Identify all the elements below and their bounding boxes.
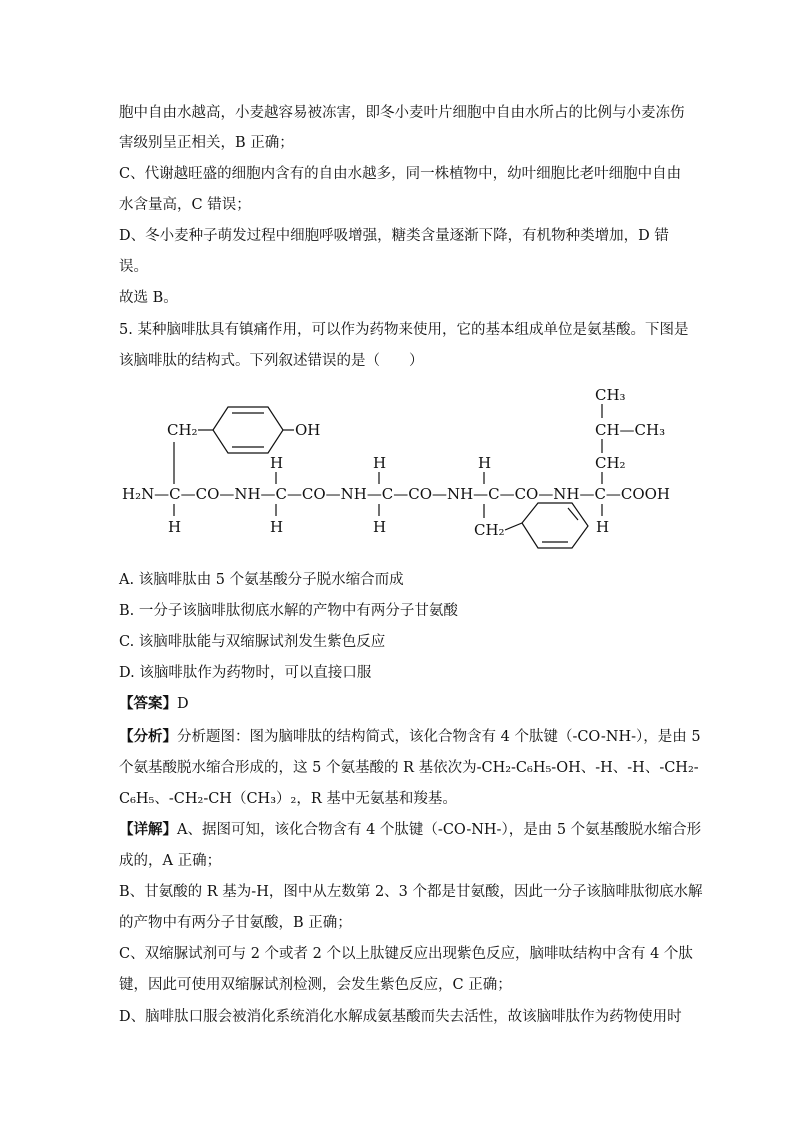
- paragraph-line: C、代谢越旺盛的细胞内含有的自由水越多，同一株植物中，幼叶细胞比老叶细胞中自由: [119, 166, 682, 182]
- paragraph-line: 误。: [119, 259, 148, 275]
- paragraph-line: 故选 B。: [119, 290, 178, 306]
- structure-h-bottom: H: [168, 518, 182, 536]
- answer-value: D: [177, 696, 189, 712]
- analysis-line: 个氨基酸脱水缩合形成的，这 5 个氨基酸的 R 基依次为-CH₂-C₆H₅-OH、-H、-H、-CH₂-: [119, 760, 699, 776]
- enkephalin-structure-diagram: [110, 380, 690, 560]
- option-c: C. 该脑啡肽能与双缩脲试剂发生紫色反应: [119, 634, 386, 650]
- paragraph-line: 水含量高，C 错误；: [119, 197, 251, 213]
- structure-ch2-bottom: CH₂: [474, 521, 505, 539]
- detail-line: 成的，A 正确；: [119, 853, 222, 869]
- benzene-ring-top: [213, 407, 283, 453]
- analysis-line: [119, 727, 701, 747]
- analysis-text: 分析题图：图为脑啡肽的结构简式，该化合物含有 4 个肽键（-CO-NH-），是由 5: [177, 729, 701, 745]
- answer-line: [119, 694, 189, 714]
- structure-h-top: H: [373, 454, 387, 472]
- paragraph-line: 胞中自由水越高，小麦越容易被冻害，即冬小麦叶片细胞中自由水所占的比例与小麦冻伤: [119, 105, 685, 121]
- question-stem: 该脑啡肽的结构式。下列叙述错误的是（ ）: [119, 353, 424, 369]
- detail-line: 键，因此可使用双缩脲试剂检测，会发生紫色反应，C 正确；: [119, 977, 512, 993]
- detail-label: 【详解】: [119, 821, 177, 838]
- option-d: D. 该脑啡肽作为药物时，可以直接口服: [119, 665, 372, 681]
- detail-line: C、双缩脲试剂可与 2 个或者 2 个以上肽键反应出现紫色反应，脑啡呔结构中含有 4 个肽: [119, 946, 693, 962]
- detail-line: D、脑啡肽口服会被消化系统消化水解成氨基酸而失去活性，故该脑啡肽作为药物使用时: [119, 1009, 682, 1025]
- paragraph-line: 害级别呈正相关，B 正确；: [119, 135, 294, 151]
- analysis-label: 【分析】: [119, 728, 177, 745]
- structure-ch-branch: CH—CH₃: [595, 421, 666, 439]
- structure-ch2-right: CH₂: [595, 454, 626, 472]
- structure-backbone: H₂N—C—CO—NH—C—CO—NH—C—CO—NH—C—CO—NH—C—COOH: [122, 485, 670, 503]
- structure-h-top: H: [270, 454, 284, 472]
- structure-ch3-top: CH₃: [595, 386, 626, 404]
- structure-h-bottom: H: [373, 518, 387, 536]
- answer-label: 【答案】: [119, 695, 177, 712]
- detail-text: A、据图可知，该化合物含有 4 个肽键（-CO-NH-），是由 5 个氨基酸脱水缩合形: [177, 822, 702, 838]
- structure-h-top: H: [478, 454, 492, 472]
- detail-line: [119, 820, 701, 840]
- option-a: A. 该脑啡肽由 5 个氨基酸分子脱水缩合而成: [119, 572, 404, 588]
- paragraph-line: D、冬小麦种子萌发过程中细胞呼吸增强，糖类含量逐渐下降，有机物种类增加，D 错: [119, 228, 669, 244]
- bond: [505, 523, 522, 530]
- option-b: B. 一分子该脑啡肽彻底水解的产物中有两分子甘氨酸: [119, 603, 458, 619]
- structure-h-bottom: H: [596, 518, 610, 536]
- benzene-ring-bottom: [522, 503, 588, 548]
- structure-h-bottom: H: [270, 518, 284, 536]
- question-stem: 5. 某种脑啡肽具有镇痛作用，可以作为药物来使用，它的基本组成单位是氨基酸。下图是: [119, 322, 689, 338]
- structure-ch2-left: CH₂: [167, 421, 198, 439]
- detail-line: 的产物中有两分子甘氨酸，B 正确；: [119, 915, 352, 931]
- structure-oh: OH: [295, 421, 321, 439]
- detail-line: B、甘氨酸的 R 基为-H，图中从左数第 2、3 个都是甘氨酸，因此一分子该脑啡肽彻底水解: [119, 884, 703, 900]
- analysis-line: C₆H₅、-CH₂-CH（CH₃）₂，R 基中无氨基和羧基。: [119, 791, 457, 807]
